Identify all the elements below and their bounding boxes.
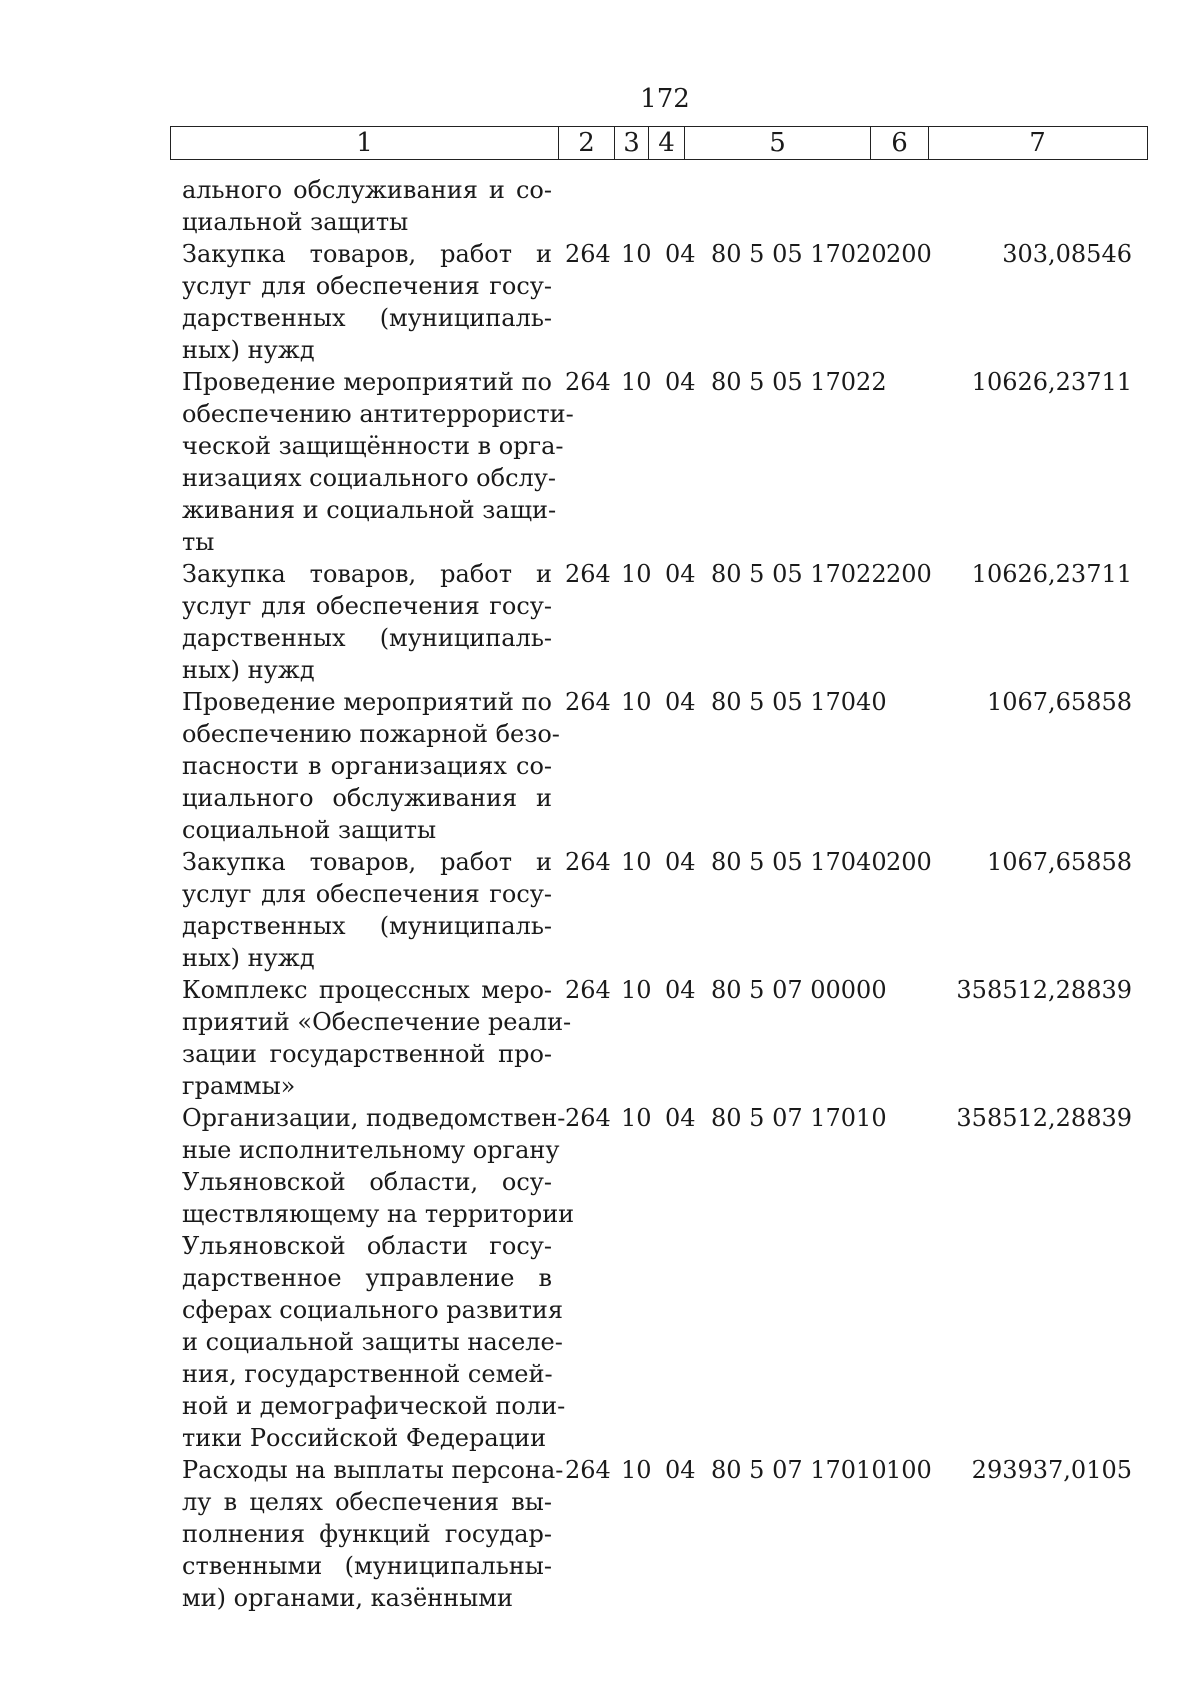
- row-codes: [565, 558, 936, 590]
- code-col-3: 10: [621, 688, 652, 716]
- description-line: ществляющему на территории: [182, 1200, 575, 1228]
- row-codes: [565, 974, 936, 1006]
- table-body: [0, 174, 1200, 1614]
- description-line: Расходы на выплаты персона-: [182, 1456, 564, 1484]
- code-col-6: 200: [886, 560, 932, 588]
- description-line: услуг для обеспечения госу-: [182, 880, 552, 908]
- description-line: Комплекс процессных меро-: [182, 976, 552, 1004]
- row-codes: [565, 238, 936, 270]
- description-line: социальной защиты: [182, 816, 437, 844]
- row-amount: 358512,28839: [956, 1104, 1132, 1132]
- row-codes: [565, 366, 936, 398]
- description-line: ной и демографической поли-: [182, 1392, 566, 1420]
- code-col-5: 80 5 05 17022: [711, 368, 887, 396]
- row-description: [182, 174, 552, 238]
- code-col-6: 200: [886, 240, 932, 268]
- table-row: [0, 1102, 1200, 1454]
- description-line: ческой защищённости в орга-: [182, 432, 564, 460]
- description-line: циального обслуживания и: [182, 784, 552, 812]
- code-col-6: 100: [886, 1456, 932, 1484]
- row-description: [182, 366, 574, 558]
- code-col-5: 80 5 05 17040: [711, 848, 887, 876]
- code-col-5: 80 5 07 17010: [711, 1104, 887, 1132]
- description-line: тики Российской Федерации: [182, 1424, 547, 1452]
- description-line: приятий «Обеспечение реали-: [182, 1008, 572, 1036]
- code-col-3: 10: [621, 1456, 652, 1484]
- code-col-2: 264: [565, 1104, 611, 1132]
- row-description: [182, 558, 552, 686]
- description-line: полнения функций государ-: [182, 1520, 552, 1548]
- row-amount: 1067,65858: [986, 848, 1132, 876]
- code-col-5: 80 5 07 17010: [711, 1456, 887, 1484]
- table-row: [0, 686, 1200, 846]
- description-line: живания и социальной защи-: [182, 496, 557, 524]
- code-col-6: 200: [886, 848, 932, 876]
- row-amount: 293937,0105: [971, 1456, 1132, 1484]
- description-line: ных) нужд: [182, 944, 315, 972]
- code-col-2: 264: [565, 240, 611, 268]
- description-line: дарственное управление в: [182, 1264, 552, 1292]
- table-row: [0, 846, 1200, 974]
- description-line: ального обслуживания и со-: [182, 176, 552, 204]
- code-col-3: 10: [621, 240, 652, 268]
- description-line: ния, государственной семей-: [182, 1360, 553, 1388]
- table-row: [0, 974, 1200, 1102]
- code-col-3: 10: [621, 976, 652, 1004]
- code-col-3: 10: [621, 560, 652, 588]
- row-amount: 358512,28839: [956, 976, 1132, 1004]
- table-row: [0, 1454, 1200, 1614]
- header-col-1: 1: [171, 127, 559, 159]
- description-line: услуг для обеспечения госу-: [182, 592, 552, 620]
- row-codes: [565, 1454, 936, 1486]
- table-header: [170, 126, 1148, 160]
- description-line: ты: [182, 528, 215, 556]
- code-col-3: 10: [621, 368, 652, 396]
- table-row: [0, 174, 1200, 238]
- row-description: [182, 1102, 575, 1454]
- code-col-2: 264: [565, 560, 611, 588]
- description-line: услуг для обеспечения госу-: [182, 272, 552, 300]
- description-line: Проведение мероприятий по: [182, 688, 552, 716]
- description-line: ственными (муниципальны-: [182, 1552, 552, 1580]
- description-line: дарственных (муниципаль-: [182, 624, 552, 652]
- row-amount: 303,08546: [1002, 240, 1132, 268]
- description-line: граммы»: [182, 1072, 296, 1100]
- code-col-4: 04: [665, 560, 696, 588]
- header-col-3: 3: [615, 127, 649, 159]
- description-line: лу в целях обеспечения вы-: [182, 1488, 552, 1516]
- table-row: [0, 238, 1200, 366]
- code-col-4: 04: [665, 240, 696, 268]
- code-col-2: 264: [565, 976, 611, 1004]
- description-line: ных) нужд: [182, 336, 315, 364]
- description-line: дарственных (муниципаль-: [182, 912, 552, 940]
- description-line: низациях социального обслу-: [182, 464, 556, 492]
- description-line: ми) органами, казёнными: [182, 1584, 513, 1612]
- code-col-4: 04: [665, 976, 696, 1004]
- header-col-4: 4: [649, 127, 685, 159]
- description-line: циальной защиты: [182, 208, 409, 236]
- description-line: Закупка товаров, работ и: [182, 240, 552, 268]
- table-row: [0, 366, 1200, 558]
- code-col-4: 04: [665, 848, 696, 876]
- code-col-4: 04: [665, 1456, 696, 1484]
- header-col-7: 7: [1029, 128, 1046, 158]
- page-number: 172: [640, 84, 690, 114]
- code-col-4: 04: [665, 368, 696, 396]
- table-row: [0, 558, 1200, 686]
- row-description: [182, 238, 552, 366]
- row-codes: [565, 1102, 936, 1134]
- code-col-2: 264: [565, 368, 611, 396]
- description-line: пасности в организациях со-: [182, 752, 552, 780]
- description-line: Закупка товаров, работ и: [182, 848, 552, 876]
- description-line: Ульяновской области, осу-: [182, 1168, 552, 1196]
- header-col-2: 2: [559, 127, 615, 159]
- code-col-4: 04: [665, 688, 696, 716]
- code-col-4: 04: [665, 1104, 696, 1132]
- code-col-5: 80 5 05 17022: [711, 560, 887, 588]
- code-col-2: 264: [565, 1456, 611, 1484]
- description-line: обеспечению антитеррористи-: [182, 400, 574, 428]
- description-line: ных) нужд: [182, 656, 315, 684]
- row-amount: 10626,23711: [971, 368, 1132, 396]
- description-line: Проведение мероприятий по: [182, 368, 552, 396]
- description-line: ные исполнительному органу: [182, 1136, 560, 1164]
- header-col-5: 5: [685, 127, 871, 159]
- row-codes: [565, 174, 936, 206]
- code-col-3: 10: [621, 848, 652, 876]
- row-codes: [565, 846, 936, 878]
- row-description: [182, 686, 560, 846]
- description-line: дарственных (муниципаль-: [182, 304, 552, 332]
- code-col-5: 80 5 05 17020: [711, 240, 887, 268]
- row-amount: 1067,65858: [986, 688, 1132, 716]
- description-line: сферах социального развития: [182, 1296, 563, 1324]
- row-description: [182, 846, 552, 974]
- row-description: [182, 974, 572, 1102]
- description-line: обеспечению пожарной безо-: [182, 720, 560, 748]
- code-col-5: 80 5 05 17040: [711, 688, 887, 716]
- header-col-6: 6: [871, 127, 929, 159]
- row-codes: [565, 686, 936, 718]
- description-line: Закупка товаров, работ и: [182, 560, 552, 588]
- row-description: [182, 1454, 564, 1614]
- description-line: Ульяновской области госу-: [182, 1232, 552, 1260]
- code-col-5: 80 5 07 00000: [711, 976, 887, 1004]
- row-amount: 10626,23711: [971, 560, 1132, 588]
- description-line: зации государственной про-: [182, 1040, 552, 1068]
- code-col-2: 264: [565, 848, 611, 876]
- code-col-2: 264: [565, 688, 611, 716]
- description-line: Организации, подведомствен-: [182, 1104, 566, 1132]
- description-line: и социальной защиты населе-: [182, 1328, 563, 1356]
- code-col-3: 10: [621, 1104, 652, 1132]
